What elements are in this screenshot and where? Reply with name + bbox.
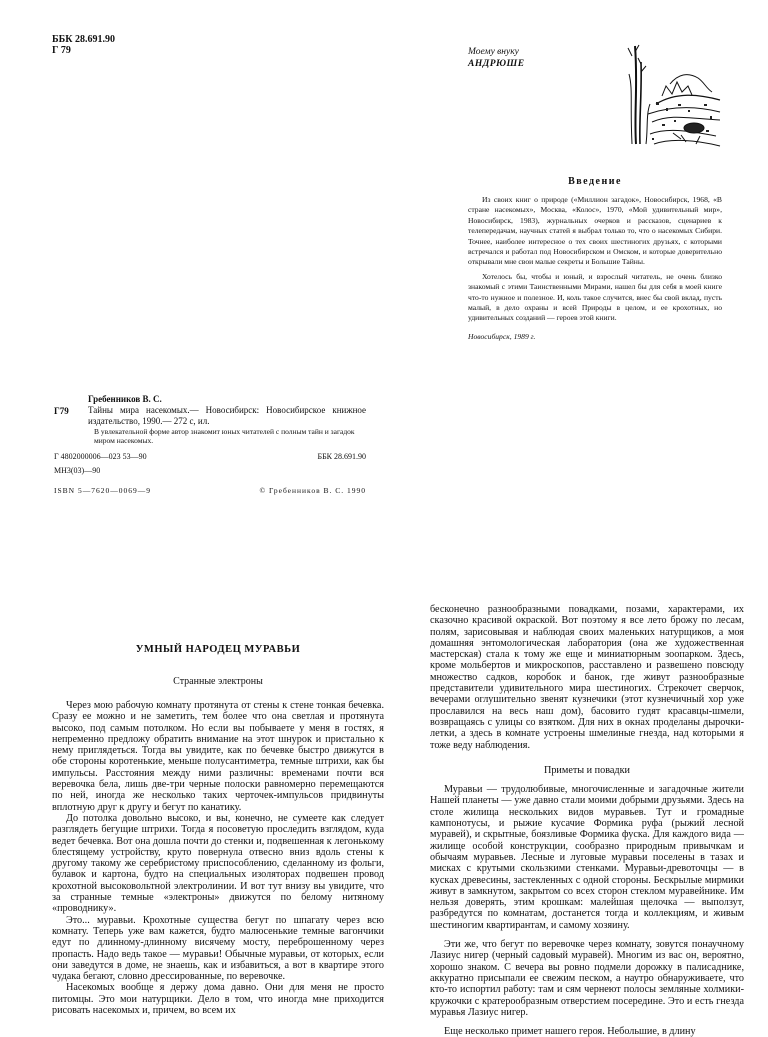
dedication-line-1: Моему внуку — [468, 47, 519, 57]
catalog-card — [54, 394, 366, 496]
card-author: Гребенников В. С. — [88, 394, 162, 404]
right-column — [430, 604, 744, 1037]
swamp-illustration — [626, 44, 722, 154]
paragraph: До потолка довольно высоко, и вы, конечно, не сумеете как следует разглядеть бегущие штрихи. Тогда я посоветую проследить взглядом, куда ведет бечевка. Вот она дошла почти до стенки и, подвешенная к легонькому блестящему устройству, круто повернула отвесно вниз вдоль стены к другому такому же серебристому приспособлению, сделанному из фольги, булавок и картона, будто на специальных изоляторах подвешен провод крохотной высоковольтной электролинии. И вот тут внизу вы увидите, что за странные темные «электроны» движутся по белому нитяному «проводнику». — [52, 812, 384, 915]
card-mn: МН3(03)—90 — [54, 466, 101, 475]
bbk-line-2: Г 79 — [52, 45, 71, 56]
chapter-title: УМНЫЙ НАРОДЕЦ МУРАВЬИ — [135, 644, 301, 655]
card-isbn: ISBN 5—7620—0069—9 — [54, 486, 151, 495]
paragraph: бесконечно разнообразными повадками, позами, характерами, их сказочно красивой окраской. Вот поэтому я все лето брожу по лесам, полям, зарисовывая и наблюдая своих маленьких натурщиков, а моя домашняя энтомологическая лаборатория (она же художественная мастерская) стала к тому же еще и миниатюрным зоопарком. Здесь, кроме мольбертов и микроскопов, расставлено и развешено повсюду множество садков, коробок и банок, где живут разнообразные представители удивительного мира шестиногих. Стрекочет сверчок, вечерами оглушительно звенят кузнечики (этот кузнечичный хор уже прославился на весь наш дом), басовито гудят красавцы-шмели, возвращаясь с улицы со взятком. Для них в окнах проделаны дырочки-летки, а здесь в комнате устроены шмелиные гнезда, над которыми я тоже веду наблюдения. — [430, 604, 744, 751]
paragraph: Еще несколько примет нашего героя. Небольшие, в длину — [444, 1026, 696, 1037]
intro-paragraph: Хотелось бы, чтобы и юный, и взрослый читатель, не очень близко знакомый с этими Таинственными Мирами, нашел бы для себя в моей книге что-то нужное и полезное. И, коль такое случится, внес бы свой вклад, пусть малый, в дело охраны и всей Природы в целом, и ее крохотных, но удивительных созданий — героев этой книги. — [468, 271, 722, 323]
paragraph: Муравьи — трудолюбивые, многочисленные и загадочные жители Нашей планеты — уже давно стали моими добрыми друзьями. Здесь на столе жилища нескольких видов муравьев. Тут и громадные кампонотусы, и рыжие кусачие Формика руфа (рыжий лесной муравей), и скрытные, боязливые Формика фуска. Для каждого вида — жилище особой конструкции, сообразно природным привычкам и обычаям муравьев. Лесные и луговые муравьи поселены в тазах и мисках с крутыми скользкими стенками. Муравьи-древоточцы — в кусках древесины, застекленных с одной стороны. Бескрылые мирмики живут в замкнутом, закрытом со всех сторон стеклом муравейнике. Им нельзя доверять, этим крошкам: малейшая щелочка — выползут, разбредутся по комнатам, достанется тогда и коллекциям, и живым шестиногим квартирантам, и самому хозяину. — [430, 784, 744, 931]
intro-title: Введение — [568, 176, 622, 187]
card-annotation: В увлекательной форме автор знакомит юных читателей с полным тайн и загадок миром насекомых. — [94, 427, 355, 445]
card-bbk: ББК 28.691.90 — [317, 452, 366, 461]
intro-paragraph: Из своих книг о природе («Миллион загадок», Новосибирск, 1968, «В стране насекомых», Москва, «Колос», 1970, «Мой удивительный мир», Новосибирск, 1983), журнальных очерков и рассказов, сценариев к телепередачам, научных статей я выбрал только то, что о насекомых Сибири. Точнее, наиболее интересное о тех своих шестиногих друзьях, с которыми встречался и работал под Новосибирском и Омском, и которые доверительно открывали мне свои малые секреты и Большие Тайны. — [468, 195, 722, 267]
card-formula: Г 4802000006—023 53—90 — [54, 452, 147, 461]
card-copyright: © Гребенников В. С. 1990 — [259, 486, 366, 495]
intro-signature: Новосибирск, 1989 г. — [468, 331, 536, 341]
paragraph: Через мою рабочую комнату протянута от стены к стене тонкая бечевка. Сразу ее можно и не заметить, тем более что она светлая и протянута высоко, под самым потолком. Но если вы побываете у меня в гостях, я непременно предложу обратить внимание на этот шнурок и пристально к нему приглядеться. Тогда вы увидите, как по бечевке быстро движутся в обе стороны коротенькие, меньше полусантиметра, темные штрихи, как бы импульсы. Расстояния между ними различны: временами почти вся веревочка бела, лишь две-три черные полоски равномерно перемещаются по ней, иногда же несколько таких черточек-импульсов придвинуты вплотную друг к другу и бегут по канатику. — [52, 700, 384, 813]
dedication-line-2: АНДРЮШЕ — [468, 59, 525, 69]
chapter-subtitle: Странные электроны — [173, 676, 263, 687]
left-column — [52, 700, 384, 1016]
paragraph: Это... муравьи. Крохотные существа бегут по шпагату через всю комнату. Теперь уже вам кажется, будто малюсенькие темные вагончики едут по длинному-длинному висячему мосту, переброшенному через пропасть. Надо ведь такое — муравьи! Обычные муравьи, от которых, если они заведутся в доме, не знаешь, как и избавиться, а вот в квартире этого чудака бегают, словно дрессированные, по веревочке. — [52, 914, 384, 983]
section-heading: Приметы и повадки — [543, 764, 631, 776]
intro-text — [468, 195, 722, 346]
paragraph: Насекомых вообще я держу дома давно. Они для меня не просто питомцы. Это мои натурщики. Дело в том, что иногда мне приходится рисовать насекомых и, причем, во всем их — [52, 982, 384, 1017]
bbk-code — [52, 34, 115, 56]
card-number: Г79 — [54, 406, 69, 416]
card-description: Тайны мира насекомых.— Новосибирск: Новосибирское книжное издательство, 1990.— 272 с, ил. — [88, 405, 366, 426]
dedication — [468, 46, 525, 70]
bbk-line-1: ББК 28.691.90 — [52, 34, 115, 45]
paragraph: Эти же, что бегут по веревочке через комнату, зовутся понаучному Лазиус нигер (черный садовый муравей). Многим из вас он, вероятно, хорошо знаком. С вечера вы ровно подмели дорожку в палисаднике, аккуратно присыпали ее свежим песком, а наутро обнаруживаете, что кто-то испортил работу: там и сям чернеют полосы земляные холмики-кружочки с кратерообразным отверстием посередине. Это и есть гнезда муравья Лазиус нигер. — [430, 939, 744, 1018]
